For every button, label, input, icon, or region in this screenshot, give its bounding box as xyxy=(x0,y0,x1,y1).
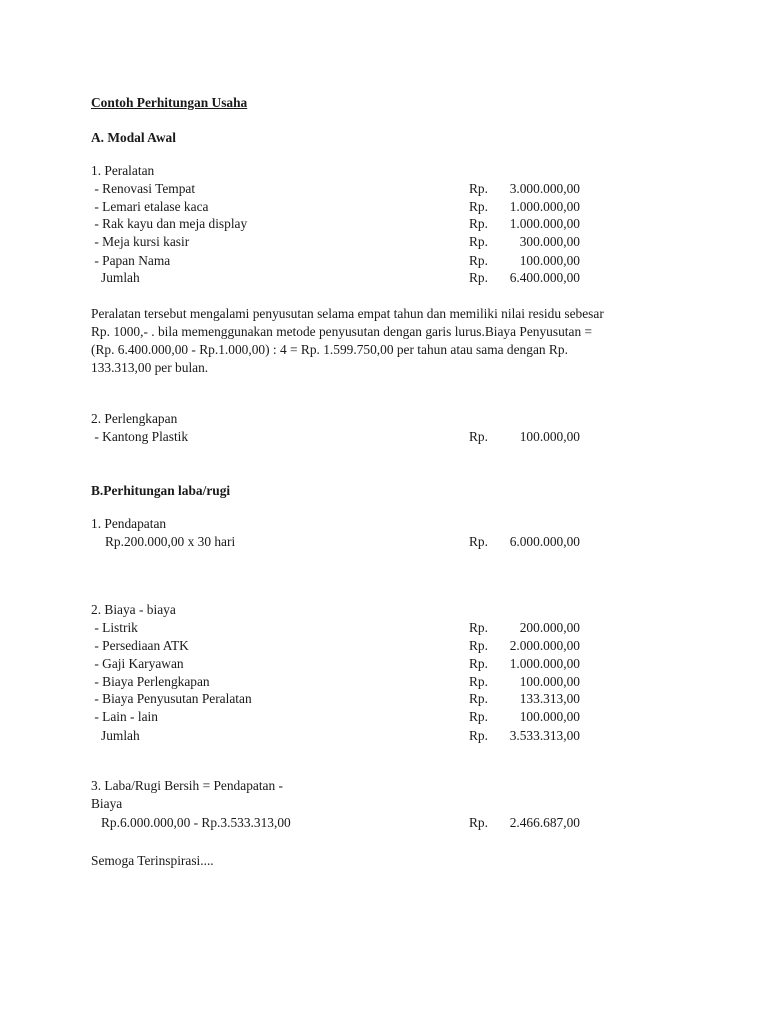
currency-label: Rp. xyxy=(469,216,488,231)
amount-value: 2.000.000,00 xyxy=(509,638,580,653)
list-item-label: - Biaya Penyusutan Peralatan xyxy=(91,691,252,706)
amount-value: 1.000.000,00 xyxy=(509,199,580,214)
closing-text: Semoga Terinspirasi.... xyxy=(91,853,214,868)
currency-label: Rp. xyxy=(469,728,488,743)
paragraph-line: 133.313,00 per bulan. xyxy=(91,360,209,375)
amount-value: 3.000.000,00 xyxy=(509,181,580,196)
currency-label: Rp. xyxy=(469,815,488,830)
currency-label: Rp. xyxy=(469,234,488,249)
laba-rugi-amount: 2.466.687,00 xyxy=(509,815,580,830)
list-item-label: - Lemari etalase kaca xyxy=(91,199,209,214)
currency-label: Rp. xyxy=(469,691,488,706)
list-item-label: - Biaya Perlengkapan xyxy=(91,674,210,689)
list-item-label: - Persediaan ATK xyxy=(91,638,189,653)
peralatan-heading: 1. Peralatan xyxy=(91,163,155,178)
currency-label: Rp. xyxy=(469,656,488,671)
list-item-label: - Kantong Plastik xyxy=(91,429,189,444)
currency-label: Rp. xyxy=(469,638,488,653)
total-label: Jumlah xyxy=(101,270,140,285)
paragraph-line: (Rp. 6.400.000,00 - Rp.1.000,00) : 4 = Rp. 1.599.750,00 per tahun atau sama dengan Rp. xyxy=(91,342,568,357)
total-amount: 3.533.313,00 xyxy=(509,728,580,743)
total-amount: 6.400.000,00 xyxy=(509,270,580,285)
amount-value: 1.000.000,00 xyxy=(509,216,580,231)
currency-label: Rp. xyxy=(469,620,488,635)
paragraph-line: Rp. 1000,- . bila memenggunakan metode penyusutan dengan garis lurus.Biaya Penyusutan = xyxy=(91,324,593,339)
paragraph-line: Peralatan tersebut mengalami penyusutan selama empat tahun dan memiliki nilai residu sebesar xyxy=(91,306,604,321)
amount-value: 133.313,00 xyxy=(519,691,580,706)
list-item-label: - Listrik xyxy=(91,620,138,635)
currency-label: Rp. xyxy=(469,429,488,444)
currency-label: Rp. xyxy=(469,199,488,214)
currency-label: Rp. xyxy=(469,534,488,549)
pendapatan-detail: Rp.200.000,00 x 30 hari xyxy=(105,534,236,549)
list-item-label: - Meja kursi kasir xyxy=(91,234,190,249)
currency-label: Rp. xyxy=(469,270,488,285)
laba-rugi-heading: 3. Laba/Rugi Bersih = Pendapatan - xyxy=(91,778,283,793)
currency-label: Rp. xyxy=(469,253,488,268)
currency-label: Rp. xyxy=(469,674,488,689)
currency-label: Rp. xyxy=(469,709,488,724)
list-item-label: - Rak kayu dan meja display xyxy=(91,216,248,231)
amount-value: 300.000,00 xyxy=(519,234,580,249)
list-item-label: - Papan Nama xyxy=(91,253,171,268)
pendapatan-amount: 6.000.000,00 xyxy=(509,534,580,549)
currency-label: Rp. xyxy=(469,181,488,196)
section-b-heading: B.Perhitungan laba/rugi xyxy=(91,483,231,498)
amount-value: 100.000,00 xyxy=(519,429,580,444)
amount-value: 200.000,00 xyxy=(519,620,580,635)
laba-rugi-detail: Rp.6.000.000,00 - Rp.3.533.313,00 xyxy=(101,815,291,830)
amount-value: 100.000,00 xyxy=(519,709,580,724)
laba-rugi-heading-cont: Biaya xyxy=(91,796,123,811)
biaya-heading: 2. Biaya - biaya xyxy=(91,602,176,617)
perlengkapan-heading: 2. Perlengkapan xyxy=(91,411,178,426)
amount-value: 100.000,00 xyxy=(519,674,580,689)
amount-value: 1.000.000,00 xyxy=(509,656,580,671)
section-a-heading: A. Modal Awal xyxy=(91,130,176,145)
amount-value: 100.000,00 xyxy=(519,253,580,268)
document-title: Contoh Perhitungan Usaha xyxy=(91,95,248,110)
list-item-label: - Lain - lain xyxy=(91,709,158,724)
list-item-label: - Renovasi Tempat xyxy=(91,181,196,196)
list-item-label: - Gaji Karyawan xyxy=(91,656,184,671)
pendapatan-heading: 1. Pendapatan xyxy=(91,516,167,531)
total-label: Jumlah xyxy=(101,728,140,743)
